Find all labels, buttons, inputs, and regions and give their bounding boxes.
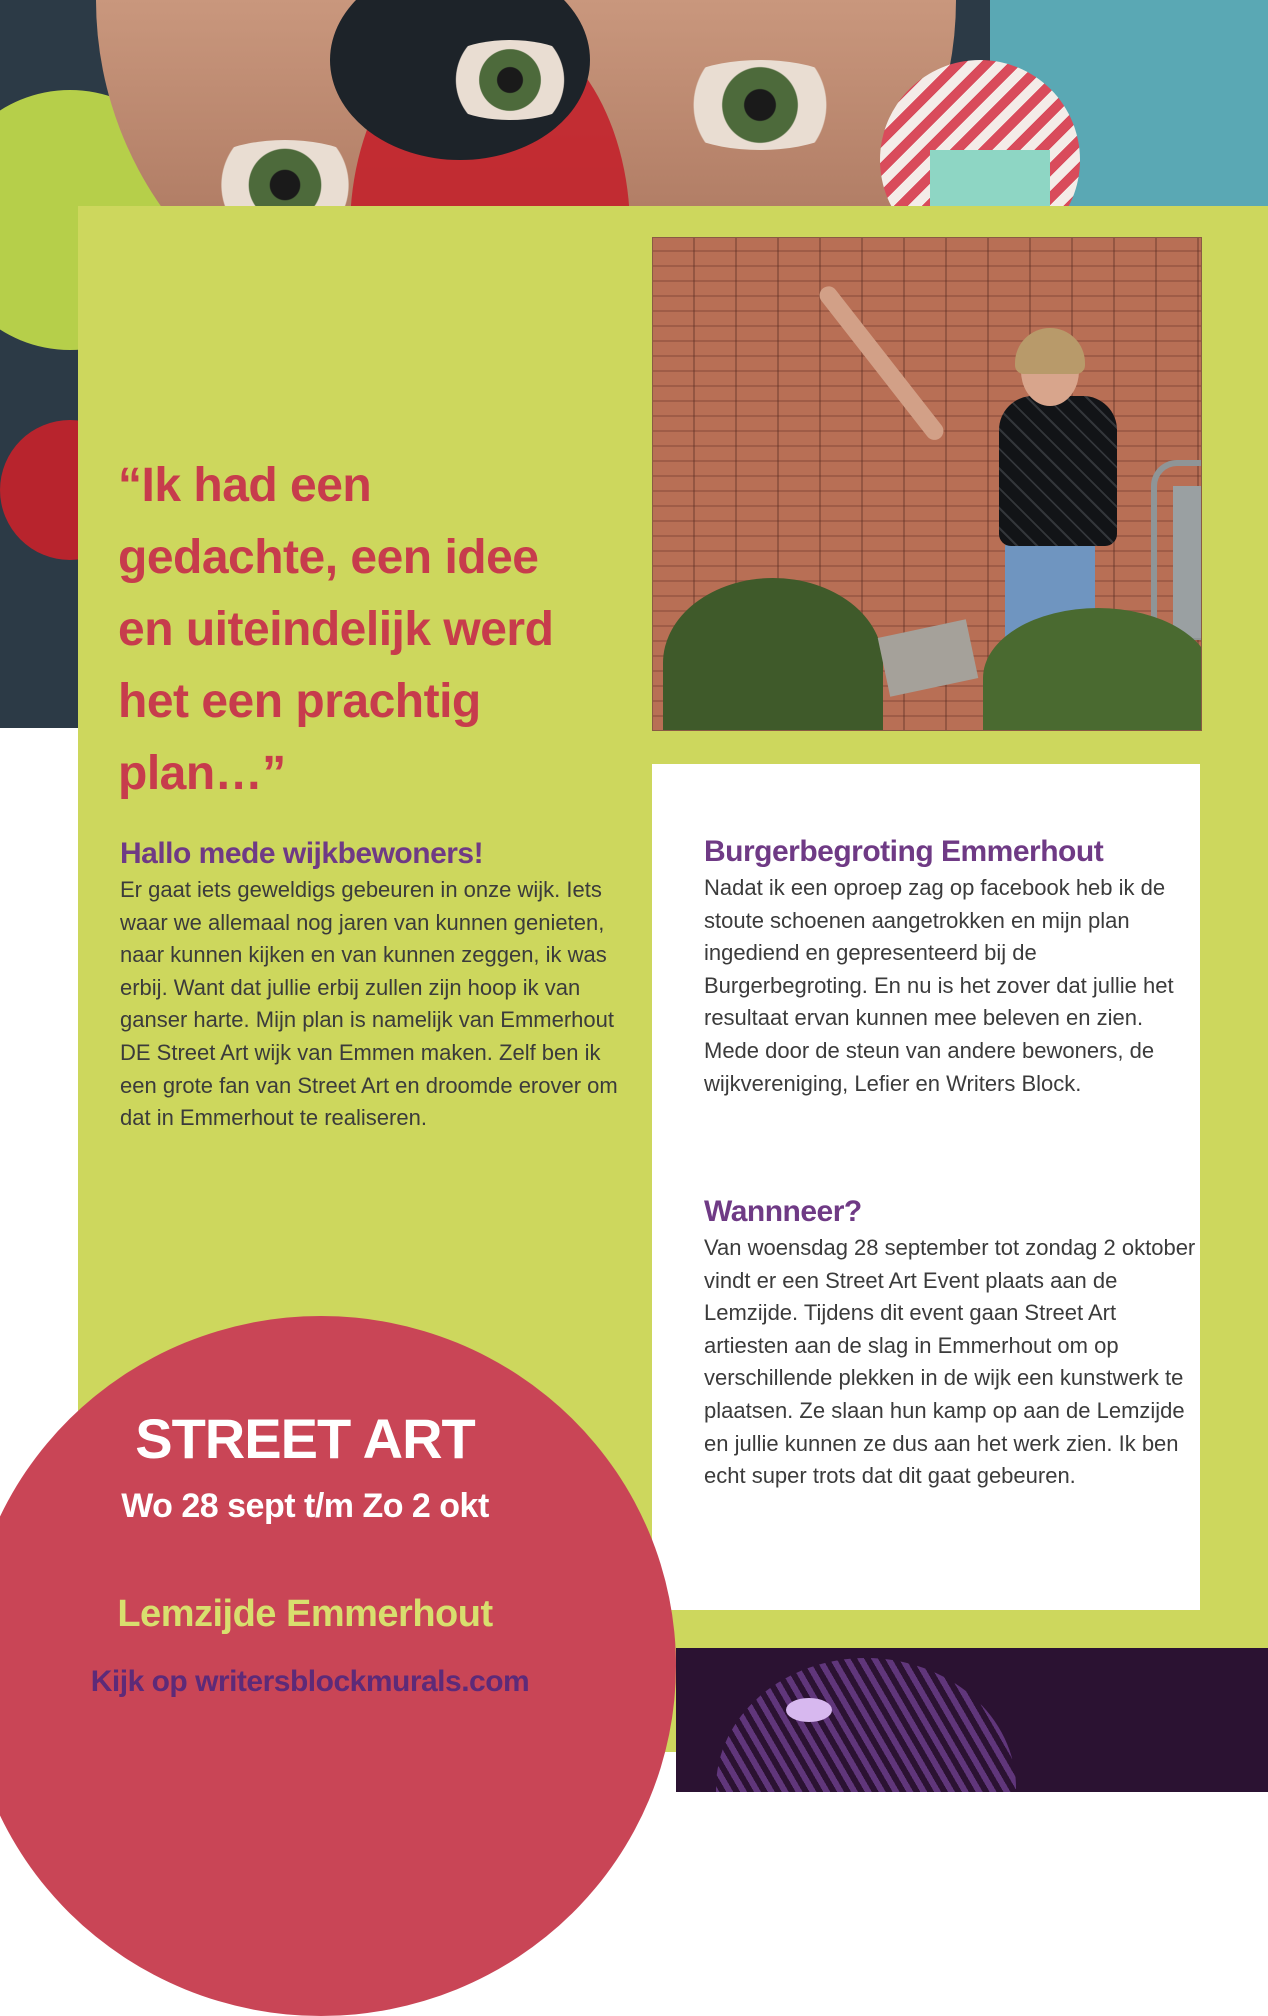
tiger-face bbox=[716, 1658, 1016, 1792]
wanneer-heading: Wannneer? bbox=[704, 1195, 862, 1228]
event-location: Lemzijde Emmerhout bbox=[117, 1593, 493, 1635]
mural-eye-middle bbox=[430, 40, 590, 120]
photo-woman-brick-wall bbox=[652, 237, 1202, 731]
burgerbegroting-body: Nadat ik een oproep zag op facebook heb ik de stoute schoenen aangetrokken en mijn plan ingediend en gepresenteerd bij de Burgerbegroting. En nu is het zover dat jullie het resultaat ervan kunnen mee beleven en zien. Mede door de steun van andere bewoners, de wijkvereniging, Lefier en Writers Block. bbox=[704, 875, 1174, 1096]
mural-photo-tiger bbox=[676, 1648, 1268, 1792]
event-dates: Wo 28 sept t/m Zo 2 okt bbox=[121, 1487, 489, 1525]
section-burgerbegroting bbox=[704, 834, 1204, 1100]
photo-utility-box bbox=[1173, 486, 1202, 638]
burgerbegroting-heading: Burgerbegroting Emmerhout bbox=[704, 835, 1104, 868]
intro-body: Er gaat iets geweldigs gebeuren in onze wijk. Iets waar we allemaal nog jaren van kunnen genieten, naar kunnen kijken en van kunnen zeggen, ik was erbij. Want dat jullie erbij zullen zijn hoop ik van ganser harte. Mijn plan is namelijk van Emmerhout DE Street Art wijk van Emmen maken. Zelf ben ik een grote fan van Street Art en droomde erover om dat in Emmerhout te realiseren. bbox=[120, 877, 618, 1131]
section-intro bbox=[120, 836, 620, 1135]
mural-eye-right bbox=[660, 60, 860, 150]
wanneer-body: Van woensdag 28 september tot zondag 2 oktober vindt er een Street Art Event plaats aan de Lemzijde. Tijdens dit event gaan Street Art artiesten aan de slag in Emmerhout om op verschillende plekken in de wijk een kunstwerk te plaatsen. Ze slaan hun kamp op aan de Lemzijde en jullie kunnen ze dus aan het werk zien. Ik ben echt super trots dat dit gaat gebeuren. bbox=[704, 1235, 1196, 1489]
event-website: Kijk op writersblockmurals.com bbox=[90, 1665, 530, 1698]
intro-heading: Hallo mede wijkbewoners! bbox=[120, 837, 484, 870]
event-title: STREET ART bbox=[135, 1407, 475, 1470]
tiger-eye bbox=[786, 1698, 832, 1722]
photo-blouse bbox=[999, 396, 1117, 546]
section-wanneer bbox=[704, 1194, 1204, 1493]
pull-quote: “Ik had een gedachte, een idee en uiteindelijk werd het een prachtig plan…” bbox=[118, 459, 554, 800]
